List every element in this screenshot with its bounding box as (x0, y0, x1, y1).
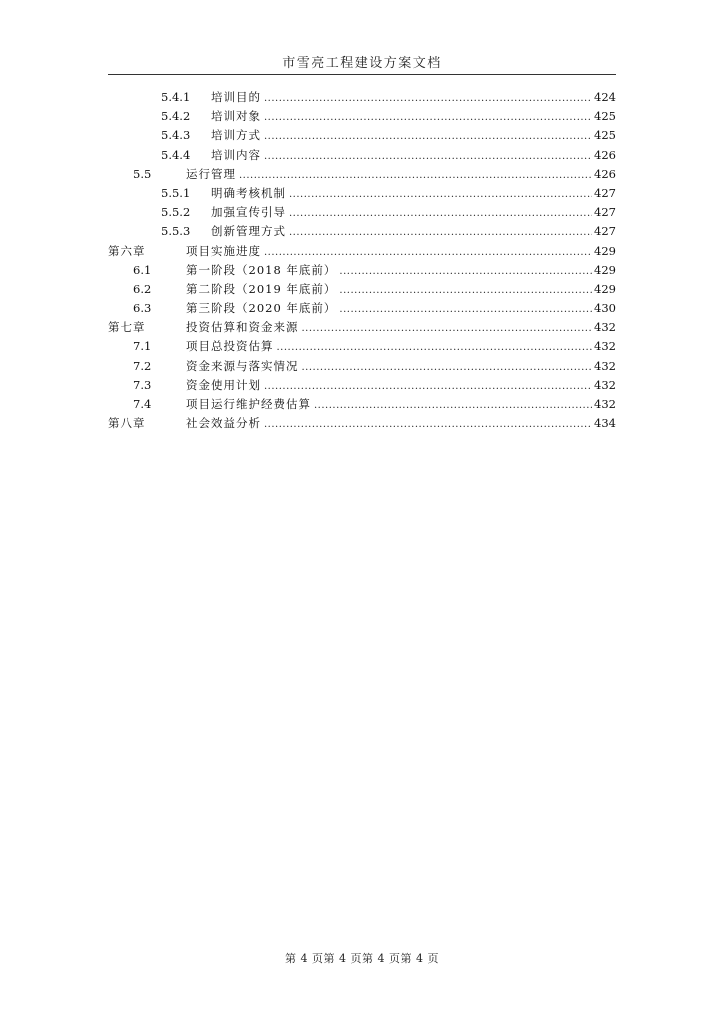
toc-entry-body (186, 414, 616, 434)
toc-dot-leader (289, 185, 592, 204)
toc-entry-body (186, 357, 616, 377)
toc-entry-page: 434 (594, 416, 616, 431)
toc-entry[interactable] (0, 126, 724, 145)
toc-entry-body (186, 242, 616, 262)
toc-entry-page: 426 (594, 147, 616, 162)
toc-entry-number: 7.3 (133, 377, 152, 392)
toc-entry-body (186, 337, 616, 357)
toc-dot-leader (264, 147, 592, 166)
toc-dot-leader (339, 300, 592, 319)
toc-entry-number: 6.1 (133, 262, 152, 277)
toc-entry-body (211, 203, 616, 223)
toc-entry-body (186, 165, 616, 185)
header-rule (108, 74, 616, 75)
toc-entry-title: 项目运行维护经费估算 (186, 397, 311, 411)
toc-entry[interactable] (0, 280, 724, 299)
toc-entry-title: 项目实施进度 (186, 243, 261, 258)
page-header-title: 市雪亮工程建设方案文档 (282, 56, 442, 71)
toc-entry[interactable] (0, 107, 724, 126)
toc-entry-page: 429 (594, 243, 616, 258)
toc-entry[interactable] (0, 165, 724, 184)
toc-dot-leader (339, 262, 592, 281)
toc-entry[interactable] (0, 414, 724, 433)
toc-entry-title: 第一阶段（2018 年底前） (186, 262, 337, 277)
toc-entry-page: 427 (594, 185, 616, 200)
toc-entry-page: 432 (594, 377, 616, 392)
toc-entry[interactable] (0, 242, 724, 261)
toc-entry[interactable] (0, 261, 724, 280)
toc-entry-body (211, 184, 616, 204)
toc-entry-number: 第六章 (108, 243, 146, 258)
toc-entry-title: 资金来源与落实情况 (186, 358, 299, 373)
toc-entry[interactable] (0, 88, 724, 107)
toc-entry-number: 第八章 (108, 416, 146, 431)
toc-dot-leader (289, 223, 592, 242)
toc-dot-leader (339, 281, 592, 300)
toc-entry-number: 5.5 (133, 166, 152, 181)
toc-dot-leader (264, 415, 592, 434)
toc-entry-title: 培训方式 (211, 128, 261, 143)
toc-dot-leader (277, 338, 593, 357)
toc-entry-page: 425 (594, 109, 616, 124)
toc-entry-page: 426 (594, 166, 616, 181)
toc-entry-page: 429 (594, 262, 616, 277)
toc-entry-title: 社会效益分析 (186, 416, 261, 431)
toc-entry-title: 投资估算和资金来源 (186, 320, 299, 335)
toc-entry-page: 432 (594, 397, 616, 411)
toc-entry-title: 项目总投资估算 (186, 339, 274, 354)
toc-entry[interactable] (0, 222, 724, 241)
toc-dot-leader (289, 204, 592, 223)
toc-entry-title: 加强宣传引导 (211, 205, 286, 220)
toc-dot-leader (264, 89, 592, 108)
toc-entry-title: 培训对象 (211, 109, 261, 124)
toc-entry-number: 5.4.3 (161, 128, 191, 143)
toc-entry-title: 第二阶段（2019 年底前） (186, 281, 337, 296)
toc-entry-number: 5.4.1 (161, 90, 191, 104)
page-footer: 第 4 页第 4 页第 4 页第 4 页 (285, 952, 439, 965)
toc-entry-body (186, 395, 616, 415)
toc-entry-number: 7.4 (133, 397, 152, 411)
toc-entry-number: 第七章 (108, 320, 146, 335)
toc-entry-number: 7.1 (133, 339, 152, 354)
toc-entry-body (186, 280, 616, 300)
toc-entry-body (186, 261, 616, 281)
toc-entry-title: 运行管理 (186, 166, 236, 181)
toc-dot-leader (239, 166, 592, 185)
toc-entry-number: 6.2 (133, 281, 152, 296)
toc-entry-page: 430 (594, 301, 616, 316)
toc-entry-page: 432 (594, 339, 616, 354)
toc-entry[interactable] (0, 318, 724, 337)
toc-dot-leader (302, 319, 593, 338)
toc-dot-leader (264, 108, 592, 127)
toc-entry[interactable] (0, 337, 724, 356)
toc-entry-body (211, 146, 616, 166)
toc-entry-page: 432 (594, 320, 616, 335)
toc-dot-leader (302, 358, 593, 377)
toc-entry-number: 7.2 (133, 358, 152, 373)
toc-dot-leader (314, 396, 592, 415)
toc-entry-body (211, 222, 616, 242)
toc-dot-leader (264, 127, 592, 146)
toc-entry[interactable] (0, 357, 724, 376)
toc-dot-leader (264, 377, 592, 396)
toc-entry-page: 432 (594, 358, 616, 373)
toc-entry-page: 425 (594, 128, 616, 143)
toc-entry-body (211, 88, 616, 108)
toc-entry-number: 5.4.2 (161, 109, 191, 124)
toc-entry[interactable] (0, 376, 724, 395)
toc-entry[interactable] (0, 299, 724, 318)
toc-entry-page: 429 (594, 281, 616, 296)
toc-entry-number: 5.5.3 (161, 224, 191, 239)
toc-entry-page: 427 (594, 224, 616, 239)
toc-entry[interactable] (0, 146, 724, 165)
toc-entry-body (211, 126, 616, 146)
toc-entry-body (211, 107, 616, 127)
toc-entry-number: 5.4.4 (161, 147, 191, 162)
toc-entry-title: 培训目的 (211, 90, 261, 104)
toc-entry[interactable] (0, 184, 724, 203)
toc-entry-body (186, 376, 616, 396)
toc-entry-page: 424 (594, 90, 616, 104)
toc-entry-title: 第三阶段（2020 年底前） (186, 301, 337, 316)
table-of-contents (0, 88, 724, 433)
toc-dot-leader (264, 243, 592, 262)
toc-entry[interactable] (0, 203, 724, 222)
toc-entry-page: 427 (594, 205, 616, 220)
toc-entry-body (186, 318, 616, 338)
toc-entry-title: 明确考核机制 (211, 185, 286, 200)
toc-entry-title: 创新管理方式 (211, 224, 286, 239)
toc-entry-body (186, 299, 616, 319)
toc-entry-number: 5.5.1 (161, 185, 191, 200)
toc-entry-number: 5.5.2 (161, 205, 191, 220)
toc-entry-number: 6.3 (133, 301, 152, 316)
toc-entry[interactable] (0, 395, 724, 414)
toc-entry-title: 资金使用计划 (186, 377, 261, 392)
toc-entry-title: 培训内容 (211, 147, 261, 162)
